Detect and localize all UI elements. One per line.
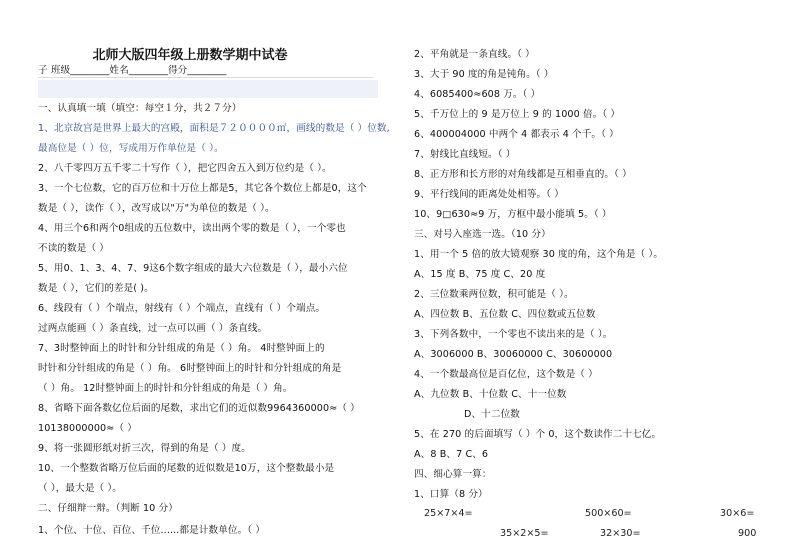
question-line: A、九位数 B、十位数 C、十一位数: [414, 389, 567, 400]
question-line: 6、线段有（ ）个端点，射线有（ ）个端点，直线有（ ）个端点。: [38, 303, 326, 314]
question-line: 7、射线比直线短。（ ）: [414, 149, 516, 160]
section-highlight: [38, 80, 378, 98]
question-line: 5、在 270 的后面填写（ ）个 0，这个数读作二十七亿。: [414, 429, 662, 440]
section-heading: 一、认真填一填（填空：每空１分，共２７分）: [38, 103, 242, 114]
question-line: 最高位是（ ）位，写成用万作单位是（ ）。: [38, 143, 224, 154]
calc-item: 500×60=: [585, 508, 632, 519]
question-line: 2、平角就是一条直线。（ ）: [414, 49, 535, 60]
student-info-line: 子 班级________姓名________得分________: [38, 65, 227, 76]
question-line: 10138000000≈（ ）: [38, 423, 137, 434]
question-line: A、3006000 B、30060000 C、30600000: [414, 349, 613, 360]
question-line: 4、一个数最高位是百亿位，这个数是（ ）: [414, 369, 598, 380]
question-line: 数是（ ），读作（ ），改写成以"万"为单位的数是（ ）。: [38, 203, 275, 214]
question-line: 10、9□630≈9 万，方框中最小能填 5。（ ）: [414, 209, 612, 220]
question-line: 4、用三个6和两个0组成的五位数中，读出两个零的数是（ ），一个零也: [38, 223, 346, 234]
question-line: （ ），最大是（ ）。: [38, 483, 122, 494]
question-line: 1、口算（8 分）: [414, 489, 488, 500]
question-line: 1、北京故宫是世界上最大的宫殿，面积是７２００００㎡，画线的数是（ ）位数,: [38, 123, 390, 134]
calc-item: 900: [738, 528, 757, 539]
question-line: 时针和分针组成的角是（ ）角。 6时整钟面上的时针和分针组成的角是: [38, 363, 342, 374]
question-line: 7、3时整钟面上的时针和分针组成的角是（ ）角。 4时整钟面上的: [38, 343, 325, 354]
question-line: 4、6085400≈608 万。（ ）: [414, 89, 541, 100]
question-line: （ ）角。 12时整钟面上的时针和分针组成的角是（ ）角。: [38, 383, 293, 394]
calc-item: 35×2×5=: [500, 528, 549, 539]
question-line: 9、平行线间的距离处处相等。（ ）: [414, 189, 564, 200]
question-line: 3、一个七位数，它的百万位和十万位上都是5，其它各个数位上都是0，这个: [38, 183, 367, 194]
calc-item: 25×7×4=: [424, 508, 473, 519]
question-line: 不读的数是（ ）: [38, 243, 110, 254]
question-line: A、四位数 B、五位数 C、四位数或五位数: [414, 309, 596, 320]
section-heading: 二、仔细辩一辩。（判断 10 分）: [38, 503, 178, 514]
question-line: 过两点能画（ ）条直线，过一点可以画（ ）条直线。: [38, 323, 268, 334]
question-line: 5、千万位上的 9 是万位上 9 的 1000 倍。（ ）: [414, 109, 621, 120]
question-line: 10、一个整数省略万位后面的尾数的近似数是10万，这个整数最小是: [38, 463, 335, 474]
divider: [38, 77, 373, 78]
question-line: D、十二位数: [464, 409, 520, 420]
question-line: 1、用一个 5 倍的放大镜观察 30 度的角，这个角是（ ）。: [414, 249, 664, 260]
question-line: 9、将一张圆形纸对折三次，得到的角是（ ）度。: [38, 443, 251, 454]
section-heading: 四、细心算一算：: [414, 469, 492, 480]
question-line: 1、个位、十位、百位、千位......都是计数单位。（ ）: [38, 525, 266, 536]
section-heading: 三、对号入座选一选。（10 分）: [414, 229, 551, 240]
calc-item: 30×6=: [720, 508, 755, 519]
question-line: 2、八千零四万五千零二十写作（ ），把它四舍五入到万位约是（ ）。: [38, 163, 332, 174]
question-line: 3、下列各数中，一个零也不读出来的是（ ）。: [414, 329, 613, 340]
question-line: 8、省略下面各数亿位后面的尾数，求出它们的近似数9964360000≈（ ）: [38, 403, 360, 414]
question-line: 8、正方形和长方形的对角线都是互相垂直的。（ ）: [414, 169, 632, 180]
question-line: 6、400004000 中两个 4 都表示 4 个千。（ ）: [414, 129, 619, 140]
question-line: 数是（ ），它们的差是( )。: [38, 283, 154, 294]
question-line: 3、大于 90 度的角是钝角。（ ）: [414, 69, 554, 80]
question-line: A、15 度 B、75 度 C、20 度: [414, 269, 546, 280]
question-line: A、8 B、7 C、6: [414, 449, 489, 460]
calc-item: 32×30=: [600, 528, 641, 539]
question-line: 2、三位数乘两位数，积可能是（ ）。: [414, 289, 574, 300]
page-title: 北师大版四年级上册数学期中试卷: [92, 48, 288, 63]
question-line: 5、用0、1、3、4、7、9这6个数字组成的最大六位数是（ ），最小六位: [38, 263, 348, 274]
